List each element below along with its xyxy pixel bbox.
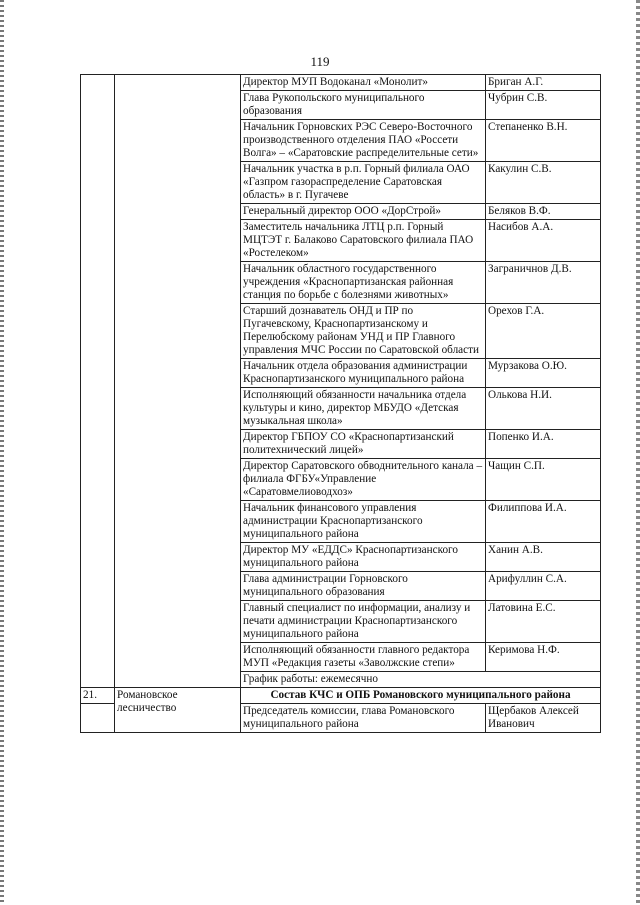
schedule-text: График работы: ежемесячно (241, 672, 601, 688)
position-cell: Начальник областного государственного учреждения «Краснопартизанская районная станция по борьбе с болезнями животных» (241, 262, 486, 304)
name-cell: Ханин А.В. (486, 543, 601, 572)
table-row (81, 75, 601, 91)
name-cell: Попенко И.А. (486, 430, 601, 459)
name-cell: Орехов Г.А. (486, 304, 601, 359)
name-cell: Степаненко В.Н. (486, 120, 601, 162)
name-cell: Олькова Н.И. (486, 388, 601, 430)
name-cell: Мурзакова О.Ю. (486, 359, 601, 388)
name-cell: Филиппова И.А. (486, 501, 601, 543)
position-cell: Директор ГБПОУ СО «Краснопартизанский политехнический лицей» (241, 430, 486, 459)
name-cell: Какулин С.В. (486, 162, 601, 204)
position-cell: Заместитель начальника ЛТЦ р.п. Горный МЦТЭТ г. Балаково Саратовского филиала ПАО «Ростелеком» (241, 220, 486, 262)
name-cell: Беляков В.Ф. (486, 204, 601, 220)
table-row-section-21 (81, 688, 601, 704)
scan-edge-left (0, 0, 4, 905)
name-cell: Чащин С.П. (486, 459, 601, 501)
commission-table (80, 74, 601, 733)
name-cell: Бриган А.Г. (486, 75, 601, 91)
name-cell: Чубрин С.В. (486, 91, 601, 120)
org-cell (115, 75, 241, 688)
section-number: 21. (81, 688, 115, 704)
name-cell: Насибов А.А. (486, 220, 601, 262)
position-cell: Глава Рукопольского муниципального образования (241, 91, 486, 120)
name-cell: Заграничнов Д.В. (486, 262, 601, 304)
position-cell: Начальник отдела образования администрации Краснопартизанского муниципального района (241, 359, 486, 388)
position-cell: Главный специалист по информации, анализу и печати администрации Краснопартизанского муниципального района (241, 601, 486, 643)
position-cell: Начальник финансового управления администрации Краснопартизанского муниципального района (241, 501, 486, 543)
position-cell: Глава администрации Горновского муниципального образования (241, 572, 486, 601)
scan-edge-right (636, 0, 640, 905)
number-cell (81, 75, 115, 688)
position-cell: Начальник Горновских РЭС Северо-Восточного производственного отделения ПАО «Россети Волга» – «Саратовские распределительные сети» (241, 120, 486, 162)
position-cell: Начальник участка в р.п. Горный филиала ОАО «Газпром газораспределение Саратовская область» в г. Пугачеве (241, 162, 486, 204)
page-number: 119 (310, 54, 330, 69)
position-cell: Председатель комиссии, глава Романовского муниципального района (241, 704, 486, 733)
name-cell: Щербаков Алексей Иванович (486, 704, 601, 733)
number-cell (81, 704, 115, 733)
position-cell: Директор Саратовского обводнительного канала – филиала ФГБУ«Управление «Саратовмелиоводхоз» (241, 459, 486, 501)
position-cell: Исполняющий обязанности начальника отдела культуры и кино, директор МБУДО «Детская музыкальная школа» (241, 388, 486, 430)
position-cell: Директор МУП Водоканал «Монолит» (241, 75, 486, 91)
name-cell: Латовина Е.С. (486, 601, 601, 643)
name-cell: Арифуллин С.А. (486, 572, 601, 601)
table-body (81, 75, 601, 733)
position-cell: Исполняющий обязанности главного редактора МУП «Редакция газеты «Заволжские степи» (241, 643, 486, 672)
name-cell: Керимова Н.Ф. (486, 643, 601, 672)
section-title: Состав КЧС и ОПБ Романовского муниципального района (241, 688, 601, 704)
position-cell: Генеральный директор ООО «ДорСтрой» (241, 204, 486, 220)
position-cell: Старший дознаватель ОНД и ПР по Пугачевскому, Краснопартизанскому и Перелюбскому районам УНД и ПР Главного управления МЧС России по Саратовской области (241, 304, 486, 359)
section-org: Романовское лесничество (115, 688, 241, 733)
position-cell: Директор МУ «ЕДДС» Краснопартизанского муниципального района (241, 543, 486, 572)
